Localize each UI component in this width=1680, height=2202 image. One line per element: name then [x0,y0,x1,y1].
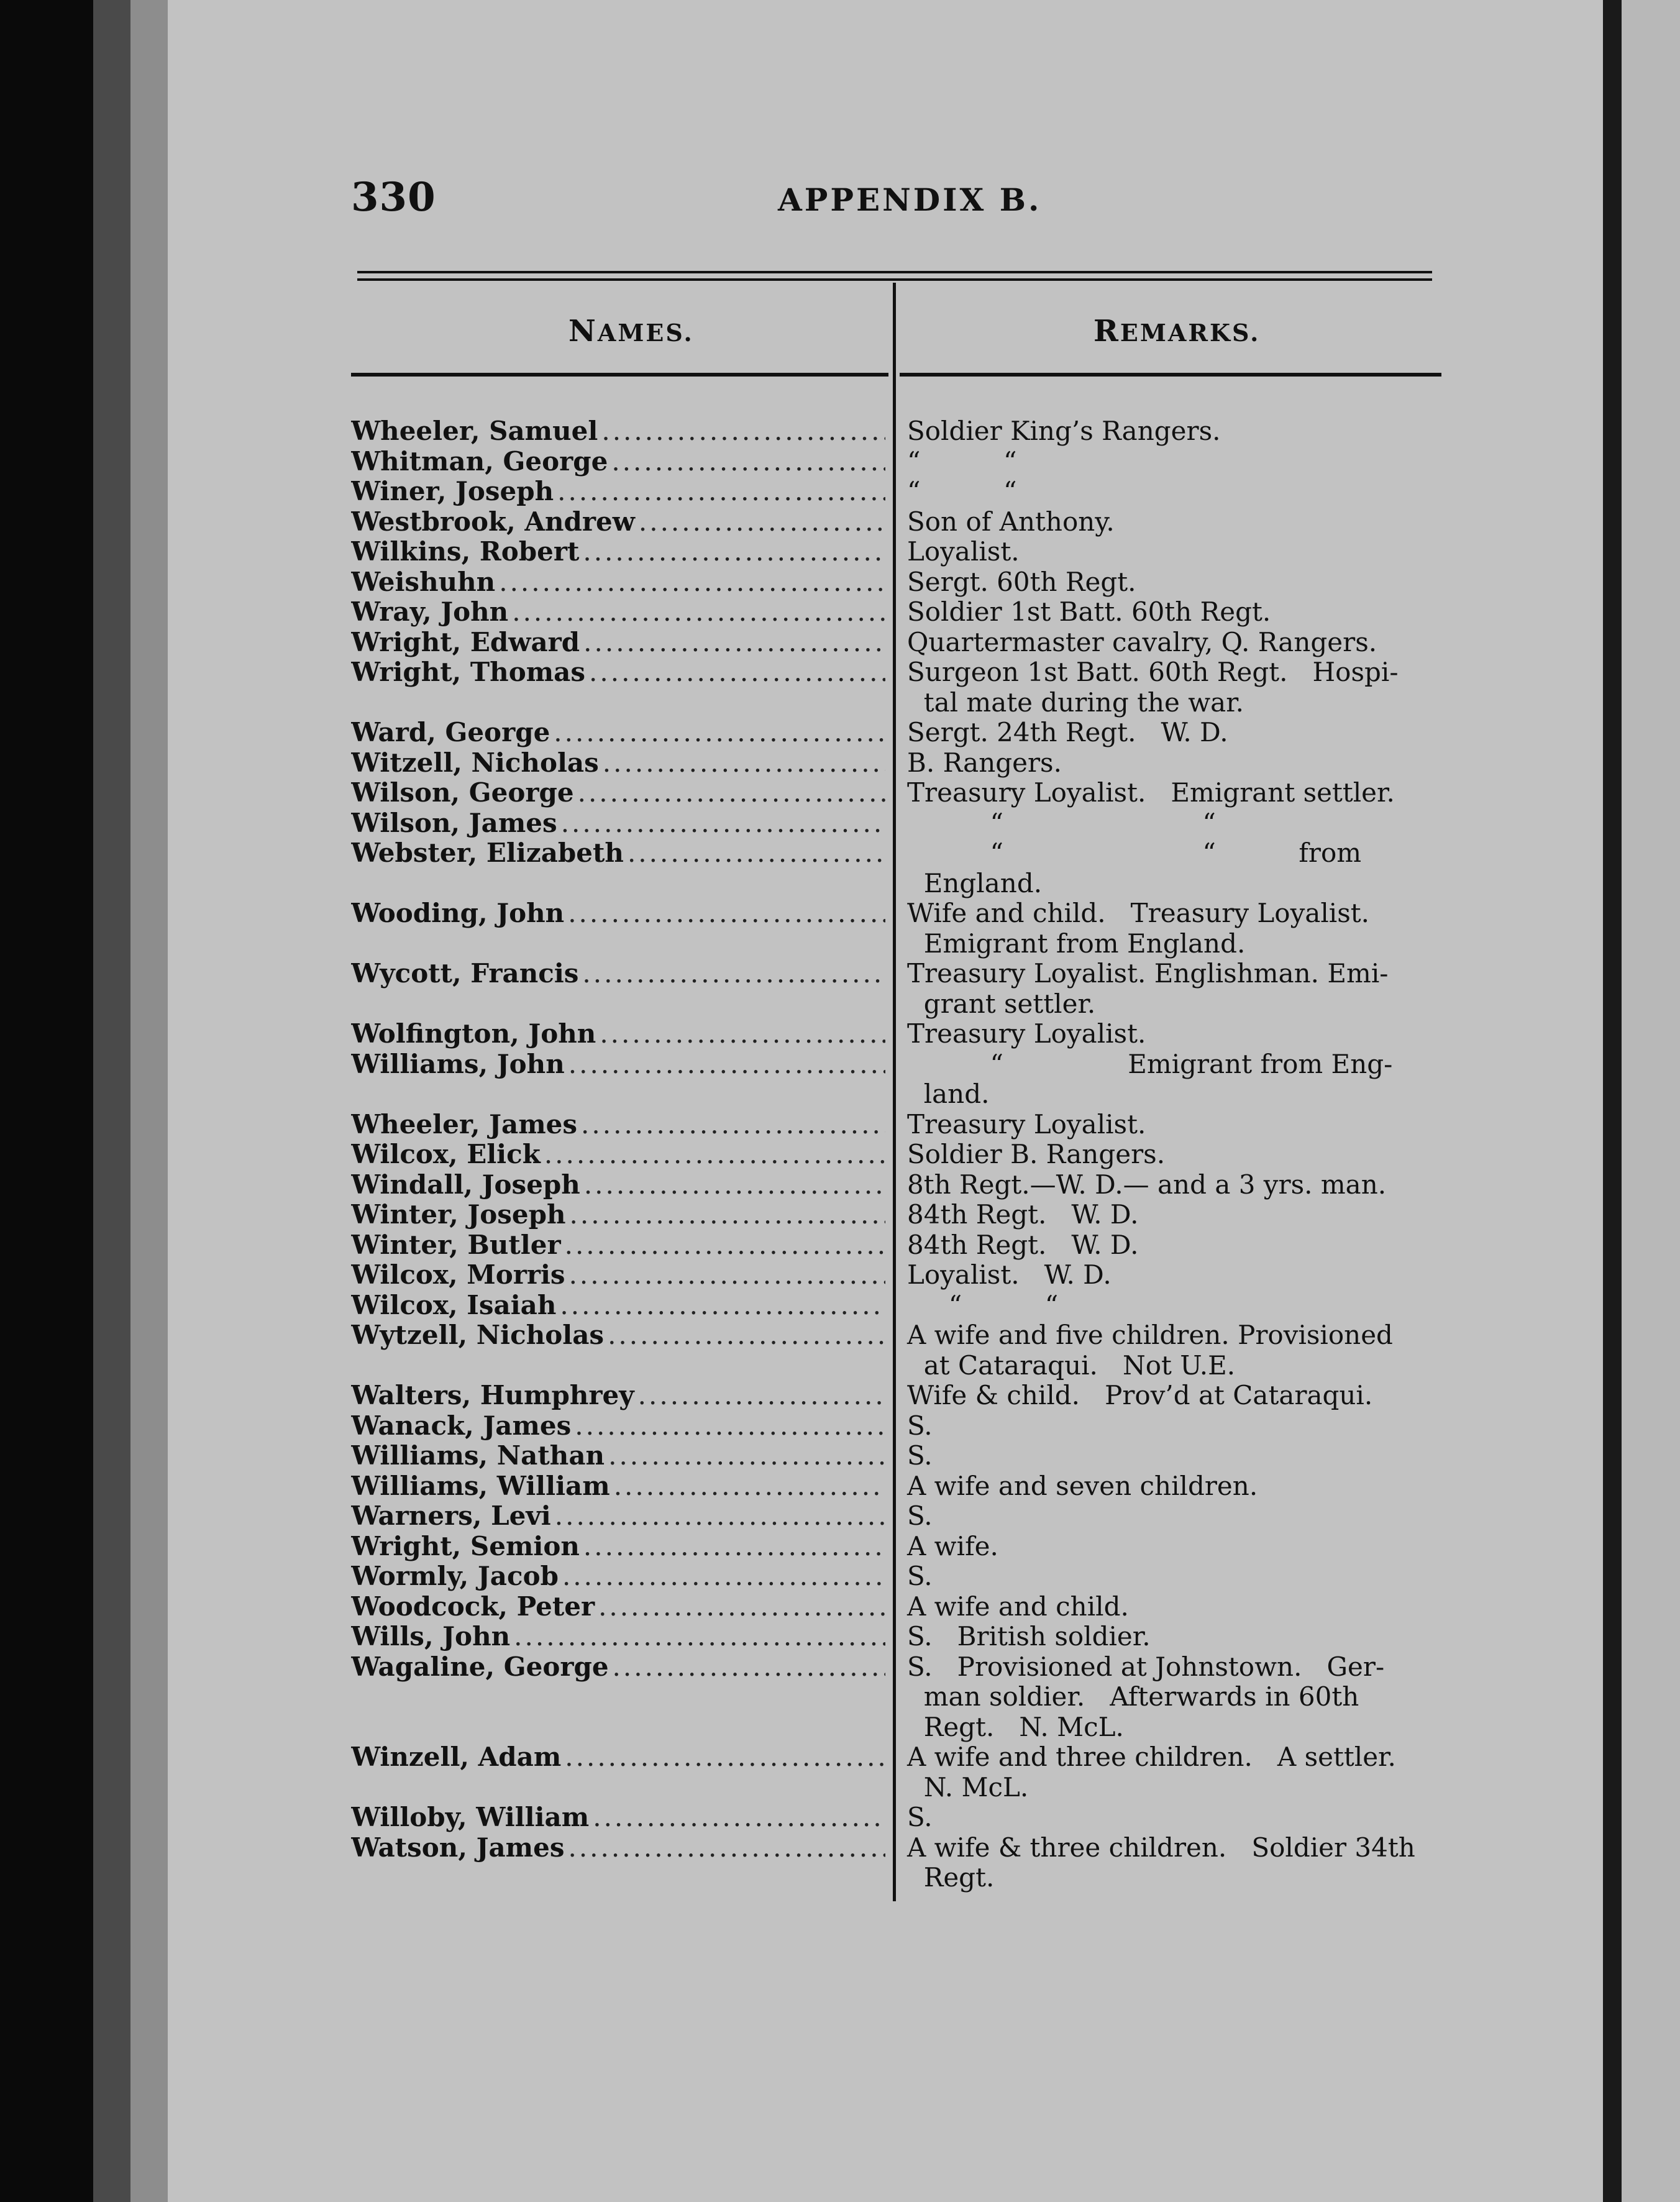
remarks-cell [885,808,1445,839]
remarks-cell [885,718,1445,748]
remark-line: Wife and child. Treasury Loyalist. [907,898,1370,928]
person-name: Wright, Semion [351,1531,580,1561]
leader-dots [561,808,885,839]
name-cell [351,1833,885,1863]
remark-line: 84th Regt. W. D. [907,1229,1139,1260]
person-name: Wilson, George [351,778,574,808]
remarks-cell [885,1622,1445,1652]
remarks-cell [885,959,1445,1019]
table-row [351,1230,1445,1261]
person-name: Weishuhn [351,567,496,597]
running-head: APPENDIX B. [778,181,1042,218]
remarks-cell [885,1381,1445,1411]
leader-dots [583,1532,885,1562]
name-cell [351,748,885,779]
table-row [351,718,1445,748]
remarks-cell [885,838,1445,898]
table-row [351,838,1445,898]
remarks-cell [885,898,1445,959]
table-row [351,597,1445,628]
remark-line: Treasury Loyalist. [907,1018,1146,1049]
name-cell [351,597,885,628]
remarks-cell [885,507,1445,537]
table-row [351,1592,1445,1622]
remark-line: “ “ [907,476,1017,506]
leader-dots [608,1320,885,1351]
remark-line: Treasury Loyalist. Emigrant settler. [907,777,1395,808]
remarks-cell [885,1320,1445,1381]
table-row [351,1622,1445,1652]
leader-dots [568,1049,885,1080]
remark-line: Treasury Loyalist. Englishman. Emi- [907,958,1389,989]
person-name: Windall, Joseph [351,1169,580,1200]
person-name: Wytzell, Nicholas [351,1320,605,1350]
remark-line: Son of Anthony. [907,506,1115,537]
leader-dots [582,959,885,989]
remark-line: Sergt. 24th Regt. W. D. [907,717,1228,747]
person-name: Wagaline, George [351,1652,609,1682]
remarks-cell [885,1592,1445,1622]
person-name: Westbrook, Andrew [351,506,635,537]
person-name: Winer, Joseph [351,477,554,506]
remarks-cell [885,1652,1445,1743]
person-name: Whitman, George [351,446,608,477]
name-cell [351,778,885,808]
remark-line: Quartermaster cavalry, Q. Rangers. [907,626,1377,657]
table-row [351,898,1445,959]
leader-dots [603,748,885,779]
name-cell [351,1260,885,1291]
remarks-cell [885,447,1445,477]
page-number: 330 [351,174,436,221]
remarks-cell [885,477,1445,507]
person-name: Wilcox, Isaiah [351,1290,557,1320]
remarks-cell [885,1049,1445,1110]
table-row [351,567,1445,598]
name-cell [351,1170,885,1200]
name-cell [351,1622,885,1652]
names-header-rule [351,373,888,377]
remark-line: B. Rangers. [907,747,1062,778]
table-row [351,1019,1445,1049]
person-name: Wooding, John [351,898,565,928]
remark-line: tal mate during the war. [907,687,1244,718]
person-name: Wheeler, James [351,1109,578,1140]
leader-dots [583,628,885,658]
remark-line: land. [907,1079,990,1109]
leader-dots [581,1110,885,1140]
table-row [351,1471,1445,1502]
name-cell [351,1532,885,1562]
remark-line: Soldier B. Rangers. [907,1139,1166,1169]
remark-line: “ Emigrant from Eng- [907,1048,1393,1079]
leader-dots [614,1471,885,1502]
table-row [351,778,1445,808]
remark-line: Loyalist. [907,536,1020,567]
leader-dots [584,1170,885,1200]
table-row [351,1381,1445,1411]
table-row [351,1110,1445,1140]
remark-line: Emigrant from England. [907,928,1246,959]
name-cell [351,447,885,477]
name-cell [351,1592,885,1622]
name-cell [351,1802,885,1833]
person-name: Webster, Elizabeth [351,838,624,868]
remark-line: at Cataraqui. Not U.E. [907,1350,1236,1381]
name-cell [351,1441,885,1471]
person-name: Wolfington, John [351,1019,596,1049]
remarks-cell [885,1140,1445,1170]
name-cell [351,657,885,688]
remark-line: England. [907,867,1043,898]
table-row [351,1411,1445,1441]
table-row [351,628,1445,658]
remarks-cell [885,657,1445,718]
remarks-cell [885,1019,1445,1049]
leader-dots [570,1200,885,1230]
remark-line: man soldier. Afterwards in 60th [907,1681,1359,1712]
remarks-cell [885,778,1445,808]
person-name: Wycott, Francis [351,959,579,989]
remarks-cell [885,1532,1445,1562]
leader-dots [568,1833,885,1863]
person-name: Wright, Thomas [351,657,586,687]
table-row [351,808,1445,839]
person-name: Wormly, Jacob [351,1561,559,1591]
person-name: Winter, Joseph [351,1200,566,1230]
name-cell [351,567,885,598]
table-row [351,1140,1445,1170]
leader-dots [611,447,885,477]
leader-dots [589,657,885,688]
table-row [351,1260,1445,1291]
table-row [351,748,1445,779]
remarks-cell [885,1260,1445,1291]
next-page-edge [1622,0,1680,2202]
name-cell [351,1019,885,1049]
remark-line: Regt. [907,1862,995,1893]
remark-line: A wife & three children. Soldier 34th [907,1832,1415,1863]
remarks-cell [885,1441,1445,1471]
page-gutter-shadow [93,0,130,2202]
remark-line: “ “ [907,807,1216,838]
name-cell [351,718,885,748]
leader-dots [557,477,885,507]
table-row [351,1652,1445,1743]
table-row [351,1441,1445,1471]
remark-line: Regt. N. McL. [907,1711,1124,1742]
person-name: Warners, Levi [351,1501,551,1531]
table-row [351,1742,1445,1802]
remark-line: A wife and child. [907,1591,1129,1622]
remarks-cell [885,597,1445,628]
name-cell [351,537,885,567]
remark-line: Treasury Loyalist. [907,1108,1146,1140]
table-row [351,416,1445,447]
leader-dots [598,1592,885,1622]
leader-dots [575,1411,885,1441]
name-cell [351,1049,885,1080]
remarks-cell [885,1742,1445,1802]
table-row [351,507,1445,537]
person-name: Wilson, James [351,808,557,838]
column-header-names: NAMES. [568,314,694,349]
person-name: Williams, William [351,1471,610,1501]
remarks-cell [885,1833,1445,1893]
table-row [351,1291,1445,1321]
name-cell [351,808,885,839]
leader-dots [628,838,885,869]
person-name: Winter, Butler [351,1230,561,1260]
remarks-cell [885,1110,1445,1140]
table-row [351,1200,1445,1230]
name-cell [351,1320,885,1351]
table-row [351,657,1445,718]
name-cell [351,416,885,447]
table-row [351,1320,1445,1381]
leader-dots [555,1501,885,1532]
remarks-cell [885,1411,1445,1441]
remark-line: A wife and three children. A settler. [907,1742,1396,1772]
name-cell [351,507,885,537]
remark-line: S. [907,1802,933,1832]
leader-dots [512,597,885,628]
remarks-header-rule [900,373,1441,377]
register-table [351,416,1445,1893]
remarks-cell [885,567,1445,598]
remarks-cell [885,1170,1445,1200]
table-row [351,959,1445,1019]
name-cell [351,1742,885,1773]
leader-dots [514,1622,885,1652]
remarks-cell [885,1561,1445,1592]
name-cell [351,1411,885,1441]
table-row [351,537,1445,567]
table-row [351,447,1445,477]
person-name: Watson, James [351,1832,565,1863]
remark-line: S. Provisioned at Johnstown. Ger- [907,1651,1385,1682]
header-rule-top [357,271,1432,273]
person-name: Wilcox, Morris [351,1260,565,1290]
name-cell [351,628,885,658]
leader-dots [568,898,885,929]
leader-dots [562,1561,885,1592]
remark-line: “ “ [907,1289,1059,1320]
remark-line: Soldier King’s Rangers. [907,416,1221,446]
leader-dots [583,537,885,567]
leader-dots [565,1742,885,1773]
remark-line: S. [907,1501,933,1531]
remark-line: Sergt. 60th Regt. [907,566,1136,597]
person-name: Ward, George [351,718,550,747]
name-cell [351,1110,885,1140]
person-name: Walters, Humphrey [351,1381,634,1410]
name-cell [351,1561,885,1592]
remark-line: Loyalist. W. D. [907,1259,1112,1290]
remark-line: S. [907,1561,933,1591]
remark-line: A wife and five children. Provisioned [907,1320,1393,1350]
name-cell [351,1471,885,1502]
person-name: Woodcock, Peter [351,1591,595,1622]
leader-dots [578,778,885,808]
table-row [351,1532,1445,1562]
remarks-cell [885,1200,1445,1230]
person-name: Witzell, Nicholas [351,747,599,778]
leader-dots [601,416,885,447]
table-row [351,1501,1445,1532]
column-header-remarks: REMARKS. [1093,314,1261,349]
name-cell [351,1381,885,1411]
name-cell [351,1501,885,1532]
person-name: Wilcox, Elick [351,1140,541,1169]
remark-line: “ “ [907,445,1017,477]
name-cell [351,838,885,869]
remark-line: Surgeon 1st Batt. 60th Regt. Hospi- [907,657,1399,687]
leader-dots [569,1260,885,1291]
person-name: Williams, Nathan [351,1441,605,1471]
remark-line: 8th Regt.—W. D.— and a 3 yrs. man. [907,1169,1387,1200]
name-cell [351,959,885,989]
person-name: Winzell, Adam [351,1742,562,1772]
person-name: Wilkins, Robert [351,537,580,567]
remarks-cell [885,1802,1445,1833]
remark-line: N. McL. [907,1771,1029,1802]
leader-dots [554,718,885,748]
leader-dots [608,1441,885,1471]
remarks-cell [885,1501,1445,1532]
remark-line: A wife. [907,1530,998,1561]
remark-line: S. British soldier. [907,1621,1151,1652]
remarks-cell [885,1471,1445,1502]
leader-dots [565,1230,885,1261]
person-name: Williams, John [351,1049,565,1079]
leader-dots [593,1802,885,1833]
remark-line: Soldier 1st Batt. 60th Regt. [907,596,1271,627]
remarks-cell [885,628,1445,658]
header-rule-bottom [357,278,1432,281]
person-name: Wheeler, Samuel [351,416,598,446]
leader-dots [639,507,885,537]
remark-line: S. [907,1440,933,1471]
leader-dots [544,1140,885,1170]
table-row [351,1802,1445,1833]
name-cell [351,1291,885,1321]
table-row [351,1170,1445,1200]
remark-line: 84th Regt. W. D. [907,1199,1139,1230]
leader-dots [560,1291,885,1321]
remarks-cell [885,1230,1445,1261]
remark-line: Wife & child. Prov’d at Cataraqui. [907,1380,1373,1410]
table-row [351,1561,1445,1592]
name-cell [351,898,885,929]
person-name: Wanack, James [351,1410,572,1441]
remark-line: grant settler. [907,988,1096,1019]
table-row [351,1049,1445,1110]
leader-dots [638,1381,885,1411]
table-row [351,1833,1445,1893]
page-edge-shadow [1603,0,1622,2202]
name-cell [351,1140,885,1170]
remark-line: A wife and seven children. [907,1470,1258,1501]
person-name: Wills, John [351,1622,511,1652]
name-cell [351,1652,885,1683]
leader-dots [499,567,885,598]
leader-dots [600,1019,885,1049]
page-gutter [130,0,168,2202]
remarks-cell [885,416,1445,447]
name-cell [351,1230,885,1261]
name-cell [351,1200,885,1230]
person-name: Wright, Edward [351,627,580,657]
name-cell [351,477,885,507]
remarks-cell [885,537,1445,567]
leader-dots [613,1652,885,1683]
remark-line: “ “ from [907,838,1362,868]
remarks-cell [885,748,1445,779]
table-row [351,477,1445,507]
person-name: Willoby, William [351,1802,590,1832]
remark-line: S. [907,1410,933,1441]
person-name: Wray, John [351,597,509,627]
remarks-cell [885,1291,1445,1321]
